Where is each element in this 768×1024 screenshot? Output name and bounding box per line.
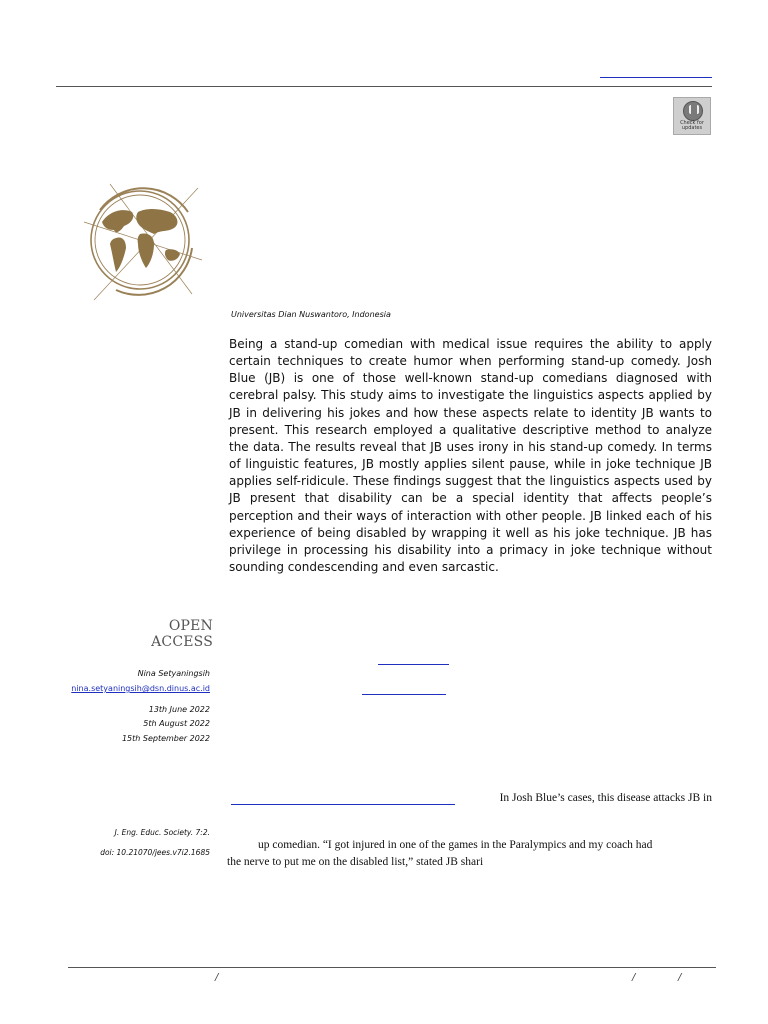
- crossmark-icon: [683, 101, 703, 121]
- footer-rule: [68, 967, 716, 968]
- date-revised: 5th August 2022: [143, 719, 210, 728]
- citation-link-underline[interactable]: [231, 804, 455, 805]
- footer-separator: /: [678, 972, 682, 983]
- body-text-line: up comedian. “I got injured in one of the games in the Paralympics and my coach had: [258, 839, 653, 851]
- author-email-link[interactable]: [71, 684, 210, 693]
- date-accepted: 15th September 2022: [121, 734, 210, 743]
- body-text-line: In Josh Blue’s cases, this disease attacks JB in: [499, 792, 712, 804]
- abstract-text: Being a stand-up comedian with medical issue requires the ability to apply certain techniques to create humor when performing stand-up comedy. Josh Blue (JB) is one of those well-known stand-up comedians diagnosed with cerebral palsy. This study aims to investigate the linguistics aspects applied by JB in delivering his jokes and how these aspects relate to identity JB wants to present. This research employed a qualitative descriptive method to analyze the data. The results reveal that JB uses irony in his stand-up comedy. In terms of linguistic features, JB mostly applies silent pause, while in joke technique JB applies self-ridicule. These findings suggest that the linguistics aspects used by JB present that disability can be a special identity that affects people’s perception and their ways of interaction with other people. JB linked each of his experience of being disabled by wrapping it well as his joke technique. JB has privilege in processing his disability into a primacy in joke technique without sounding condescending and even sarcastic.: [229, 337, 712, 575]
- date-received: 13th June 2022: [148, 705, 210, 714]
- journal-citation: J. Eng. Educ. Society. 7:2.: [114, 828, 210, 837]
- crossmark-label: Check for updates: [680, 120, 704, 131]
- link-underline[interactable]: [378, 664, 449, 665]
- journal-globe-logo: [80, 182, 206, 302]
- footer-separator: /: [215, 972, 219, 983]
- check-for-updates-badge[interactable]: [673, 97, 711, 135]
- doi-text: doi: 10.21070/jees.v7i2.1685: [100, 848, 210, 857]
- header-rule: [56, 86, 712, 87]
- link-underline[interactable]: [362, 694, 446, 695]
- header-link-underline[interactable]: [600, 77, 712, 78]
- open-access-label: OPEN ACCESS: [151, 618, 213, 650]
- footer-separator: /: [632, 972, 636, 983]
- corresponding-author: Nina Setyaningsih: [137, 669, 210, 678]
- email-link-text[interactable]: nina.setyaningsih@dsn.dinus.ac.id: [71, 684, 210, 693]
- author-affiliation: Universitas Dian Nuswantoro, Indonesia: [231, 310, 391, 319]
- body-text-line: the nerve to put me on the disabled list,” stated JB shari: [227, 856, 484, 868]
